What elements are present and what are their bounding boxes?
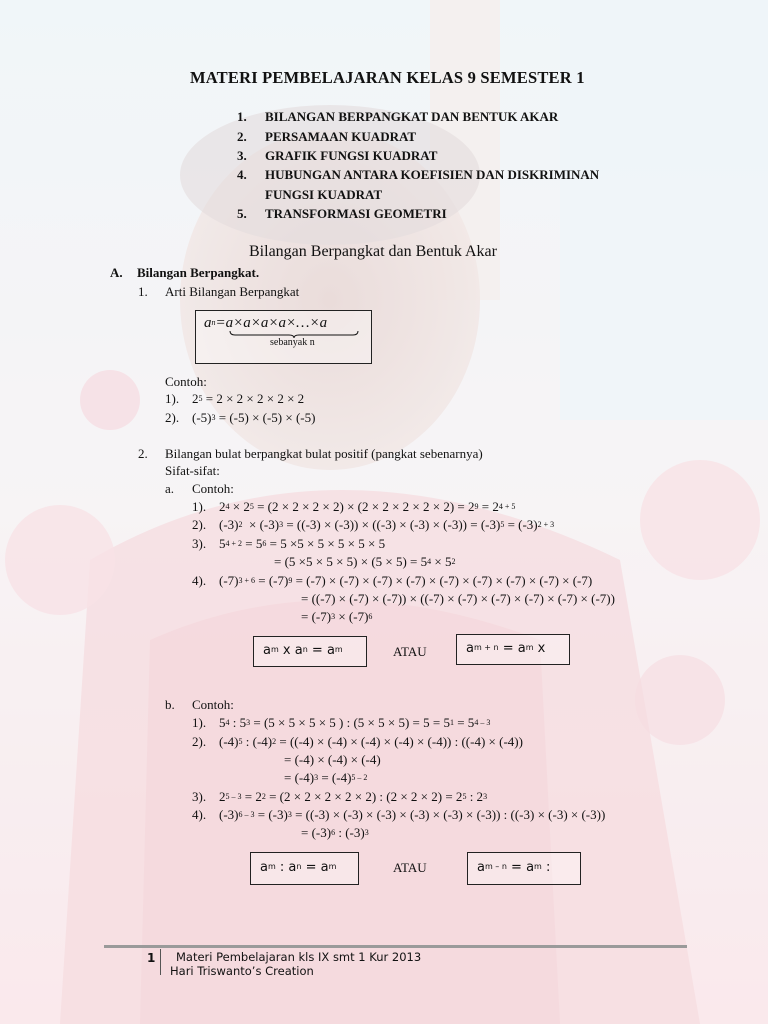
footer-author: Hari Triswanto’s Creation	[170, 964, 314, 978]
footer-text: Materi Pembelajaran kls IX smt 1 Kur 2013	[176, 950, 422, 964]
rule-formula: $a^{m - n} = a^m$ :	[477, 860, 551, 875]
contoh-label: Contoh:	[165, 374, 207, 389]
example-number: 2).	[192, 517, 207, 532]
page-number: 1	[147, 951, 156, 965]
toc-item-continuation: FUNGSI KUADRAT	[265, 187, 383, 202]
example-number: 1).	[192, 715, 207, 730]
example-expression: $(-4)^5$ : $(-4)^2 = ((-4) \times (-4) \times (-4) \times (-4) \times (-4))$ : ((-4) × (-4))	[219, 734, 523, 749]
toc-item: HUBUNGAN ANTARA KOEFISIEN DAN DISKRIMINAN	[265, 167, 600, 182]
example-number: 3).	[192, 789, 207, 804]
toc-num: 5.	[237, 206, 247, 221]
section-title: Bilangan Berpangkat dan Bentuk Akar	[249, 243, 497, 260]
rule-box-division-alt	[467, 852, 581, 885]
example-expression: = (-4) × (-4) × (-4)	[284, 752, 381, 767]
contoh-label: Contoh:	[192, 481, 234, 496]
toc-num: 4.	[237, 167, 247, 182]
rule-formula: $a^{m + n} = a^m$ x	[466, 641, 546, 656]
example-expression: = $(-3)^6$ : $(-3)^3$	[301, 825, 369, 840]
example-expression: $5^{4 + 2} = 5^6 = 5 \times 5 \times 5 \times 5 \times 5 \times 5$	[219, 536, 386, 551]
subsection-title: Arti Bilangan Berpangkat	[165, 284, 300, 299]
toc-item: TRANSFORMASI GEOMETRI	[265, 206, 447, 221]
example-expression: $(-5)^3 = (-5) \times (-5) \times (-5)$	[192, 410, 316, 425]
contoh-label: Contoh:	[192, 697, 234, 712]
power-definition-formula: $a^n=a\times a\times a\times a\times\dots\times a$	[204, 315, 328, 331]
subsection-title: Bilangan bulat berpangkat bulat positif (pangkat sebenarnya)	[165, 446, 483, 461]
page-title: MATERI PEMBELAJARAN KELAS 9 SEMESTER 1	[190, 68, 585, 87]
rule-box-multiplication	[253, 636, 367, 667]
toc-item: PERSAMAAN KUADRAT	[265, 129, 417, 144]
footer-separator	[160, 949, 161, 975]
example-expression: = $(-4)^3 = (-4)^{5 - 2}$	[284, 770, 368, 785]
rule-formula: $a^m$ : $a^n = a^m$	[260, 860, 337, 875]
sub-item-label: b.	[165, 697, 175, 712]
example-number: 3).	[192, 536, 207, 551]
section-a-title: Bilangan Berpangkat.	[137, 265, 260, 280]
example-number: 1).	[165, 391, 180, 406]
example-number: 4).	[192, 807, 207, 822]
example-expression: = ((-7) × (-7) × (-7)) × ((-7) × (-7) × (-7) × (-7) × (-7) × (-7))	[301, 591, 615, 606]
toc-item: BILANGAN BERPANGKAT DAN BENTUK AKAR	[265, 109, 559, 124]
example-expression: $2^4 \times 2^5 = (2 \times 2 \times 2 \times 2) \times (2 \times 2 \times 2 \times 2 \times 2) = 2^9 = 2^{4 + 5}$	[219, 499, 516, 514]
example-number: 2).	[165, 410, 180, 425]
example-number: 2).	[192, 734, 207, 749]
rule-box-multiplication-alt	[456, 634, 570, 665]
footer-divider	[104, 945, 687, 948]
example-number: 1).	[192, 499, 207, 514]
toc-num: 2.	[237, 129, 247, 144]
definition-note: sebanyak n	[270, 337, 315, 348]
subsection-number: 1.	[138, 284, 148, 299]
rule-box-division	[250, 852, 359, 885]
toc-num: 3.	[237, 148, 247, 163]
toc-num: 1.	[237, 109, 247, 124]
example-expression: $2^5 = 2 \times 2 \times 2 \times 2 \times 2$	[192, 391, 305, 406]
atau-label: ATAU	[393, 860, 427, 875]
subsection-number: 2.	[138, 446, 148, 461]
example-expression: $(-7)^{3 + 6} = (-7)^9 = (-7) \times (-7) \times (-7) \times (-7) \times (-7) \times (-7) \times (-7) \times (-7) \times (-7)$	[219, 573, 593, 588]
sifat-label: Sifat-sifat:	[165, 463, 220, 478]
section-a-label: A.	[110, 265, 123, 280]
example-expression: $2^{5 - 3} = 2^2 = (2 \times 2 \times 2 \times 2 \times 2)$ : $(2 \times 2 \times 2) = 2^5$ : $2^3$	[219, 789, 488, 804]
example-expression: $5^4$ : $5^3 = (5 \times 5 \times 5 \times 5$ ) : $(5 \times 5 \times 5) = 5 = 5^1 = 5^{4 - 3}$	[219, 715, 491, 730]
example-expression: $(-3)^{6 - 3} = (-3)^3 = ((-3) \times (-3) \times (-3) \times (-3) \times (-3) \times (-3))$ : ((-3) × (-3) × (-3))	[219, 807, 606, 822]
sub-item-label: a.	[165, 481, 175, 496]
example-number: 4).	[192, 573, 207, 588]
rule-formula: $a^m$ x $a^n = a^m$	[263, 643, 343, 658]
example-expression: = $(5 \times 5 \times 5 \times 5) \times (5 \times 5) = 5^4 \times 5^2$	[274, 554, 456, 569]
example-expression: = $(-7)^3 \times (-7)^6$	[301, 609, 373, 624]
definition-box	[195, 310, 372, 364]
example-expression: $(-3)^2 \times (-3)^3 = ((-3) \times (-3)) \times ((-3) \times (-3) \times (-3)) = (-3)^5 = (-3)^{2 + 3}$	[219, 517, 555, 532]
atau-label: ATAU	[393, 644, 427, 659]
toc-item: GRAFIK FUNGSI KUADRAT	[265, 148, 438, 163]
